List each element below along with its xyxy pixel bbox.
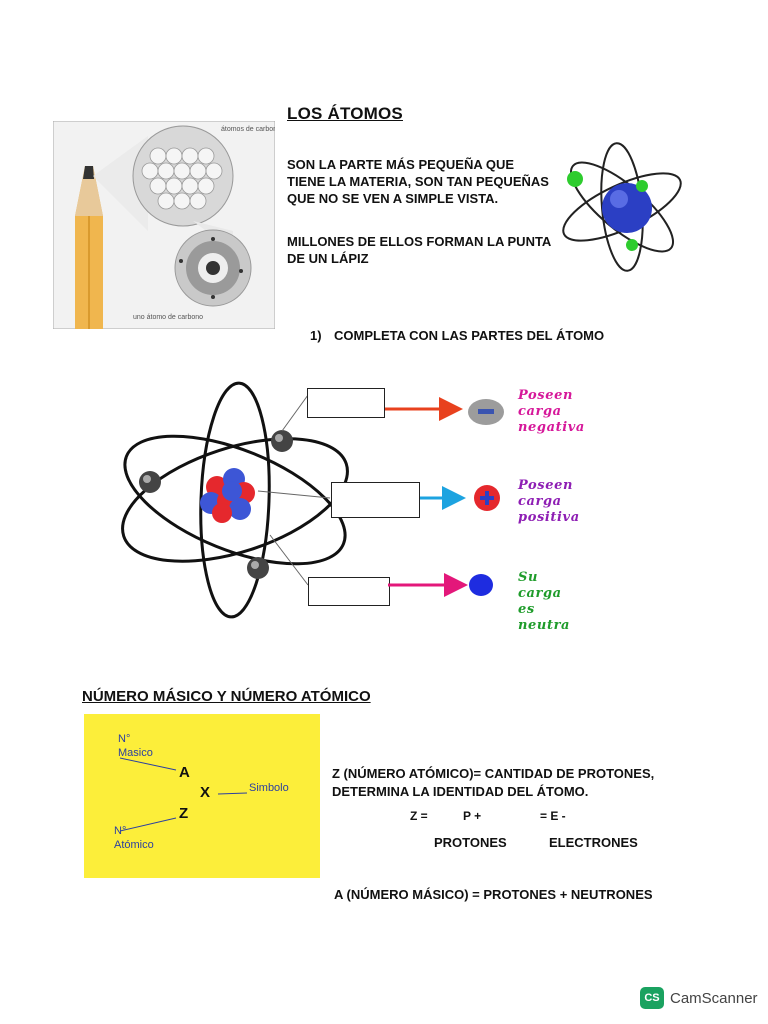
negative-charge-text (518, 388, 585, 436)
neutral-charge-icon (469, 574, 493, 596)
positive-charge-text (518, 478, 580, 526)
negative-line-2: carga (518, 404, 562, 419)
exercise-text: COMPLETA CON LAS PARTES DEL ÁTOMO (334, 328, 605, 343)
neutral-line-1: Su (518, 570, 539, 585)
camscanner-logo-icon: CS (640, 987, 664, 1009)
negative-charge-icon (468, 399, 504, 425)
exercise-instruction (310, 328, 604, 343)
atomic-label-line1: N° (114, 825, 127, 837)
symbol-label: Simbolo (249, 782, 289, 794)
equation-e: = E - (540, 809, 566, 823)
positive-charge-icon (474, 485, 500, 511)
positive-line-2: carga (518, 494, 562, 509)
neutral-line-4: neutra (518, 618, 571, 633)
page-title: LOS ÁTOMOS (287, 104, 403, 123)
one-carbon-atom-label: uno átomo de carbono (133, 314, 204, 321)
negative-line-1: Poseen (518, 388, 574, 403)
answer-box-electron[interactable] (307, 388, 385, 418)
equation-z: Z = (410, 809, 428, 823)
negative-line-3: negativa (518, 420, 585, 435)
carbon-atoms-label: átomos de carbono (221, 126, 275, 133)
letter-x: X (200, 784, 211, 801)
pencil-carbon-illustration (53, 121, 275, 329)
notation-pointer-lines (84, 714, 320, 878)
pencil-paragraph: MILLONES DE ELLOS FORMAN LA PUNTA DE UN LÁPIZ (287, 234, 551, 266)
letter-a: A (179, 764, 190, 781)
camscanner-text: CamScanner (670, 989, 758, 1007)
letter-z: Z (179, 805, 189, 822)
exercise-number: 1) (310, 328, 322, 343)
mass-label-line2: Masico (118, 747, 153, 759)
neutral-charge-text (518, 570, 570, 634)
notation-box (84, 714, 320, 878)
section-title: NÚMERO MÁSICO Y NÚMERO ATÓMICO (82, 688, 371, 705)
neutral-line-3: es (518, 602, 535, 617)
protons-label: PROTONES (434, 835, 507, 850)
equation-p: P + (463, 809, 482, 823)
mass-number-definition: A (NÚMERO MÁSICO) = PROTONES + NEUTRONES (334, 887, 653, 902)
answer-box-neutron[interactable] (308, 577, 390, 606)
atomic-number-definition: Z (NÚMERO ATÓMICO)= CANTIDAD DE PROTONES, DETERMINA LA IDENTIDAD DEL ÁTOMO. (332, 766, 655, 799)
intro-paragraph: SON LA PARTE MÁS PEQUEÑA QUE TIENE LA MATERIA, SON TAN PEQUEÑAS QUE NO SE VEN A SIMPLE VISTA. (287, 157, 549, 206)
atomic-label-line2: Atómico (114, 839, 154, 851)
positive-line-1: Poseen (518, 478, 574, 493)
mass-label-line1: N° (118, 733, 131, 745)
atom-model-illustration (555, 140, 690, 275)
charge-arrows (383, 385, 513, 605)
neutral-line-2: carga (518, 586, 562, 601)
camscanner-watermark (640, 986, 758, 1010)
positive-line-3: positiva (518, 510, 580, 525)
electrons-label: ELECTRONES (549, 835, 638, 850)
